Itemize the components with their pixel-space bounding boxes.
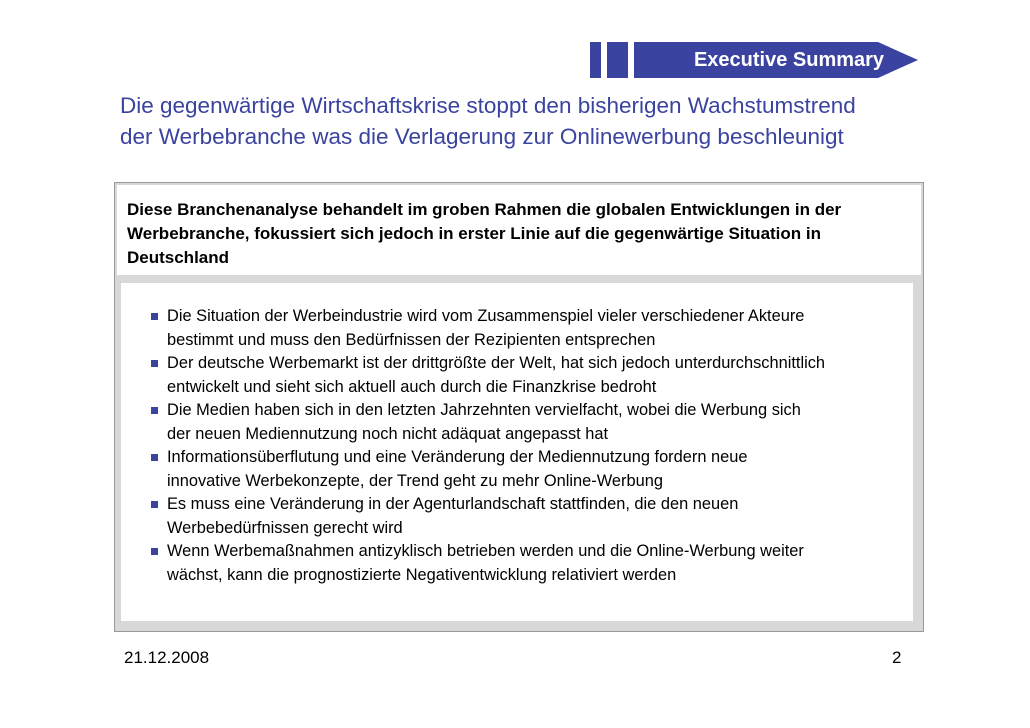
bullet-line: wächst, kann die prognostizierte Negativentwicklung relativiert werden <box>167 565 677 584</box>
bullet-line: innovative Werbekonzepte, der Trend geht zu mehr Online-Werbung <box>167 471 663 490</box>
square-bullet-icon <box>151 407 158 414</box>
bullet-item <box>143 399 913 446</box>
intro-text: Diese Branchenanalyse behandelt im groben Rahmen die globalen Entwicklungen in der Werbebranche, fokussiert sich jedoch in erster Linie auf die gegenwärtige Situation in Deutschland <box>127 200 842 267</box>
bullet-panel <box>121 283 913 621</box>
bullet-line: Wenn Werbemaßnahmen antizyklisch betrieben werden und die Online-Werbung weiter <box>167 542 804 560</box>
square-bullet-icon <box>151 548 158 555</box>
square-bullet-icon <box>151 454 158 461</box>
bullet-line: Informationsüberflutung und eine Veränderung der Mediennutzung fordern neue <box>167 448 748 466</box>
page-number: 2 <box>892 648 902 667</box>
footer-date: 21.12.2008 <box>124 648 210 667</box>
bullet-item <box>143 540 913 587</box>
bullet-line: Werbebedürfnissen gerecht wird <box>167 518 403 537</box>
bullet-list <box>143 305 913 587</box>
intro-band <box>117 185 921 275</box>
title-line-1: Die gegenwärtige Wirtschaftskrise stoppt den bisherigen Wachstumstrend <box>120 93 856 118</box>
bullet-line: Die Situation der Werbeindustrie wird vom Zusammenspiel vieler verschiedener Akteure <box>167 307 805 325</box>
slide-title <box>120 90 1000 152</box>
title-line-2: der Werbebranche was die Verlagerung zur Onlinewerbung beschleunigt <box>120 124 844 149</box>
header-label: Executive Summary <box>693 49 885 71</box>
header-bar-thin <box>590 42 601 78</box>
bullet-line: Es muss eine Veränderung in der Agenturlandschaft stattfinden, die den neuen <box>167 495 739 513</box>
square-bullet-icon <box>151 313 158 320</box>
bullet-line: bestimmt und muss den Bedürfnissen der Rezipienten entsprechen <box>167 330 656 349</box>
bullet-item <box>143 446 913 493</box>
bullet-item <box>143 305 913 352</box>
square-bullet-icon <box>151 360 158 367</box>
bullet-line: der neuen Mediennutzung noch nicht adäquat angepasst hat <box>167 424 609 443</box>
square-bullet-icon <box>151 501 158 508</box>
content-box <box>114 182 924 632</box>
bullet-line: Die Medien haben sich in den letzten Jahrzehnten vervielfacht, wobei die Werbung sich <box>167 401 801 419</box>
header-bar-medium <box>607 42 628 78</box>
bullet-item <box>143 352 913 399</box>
bullet-item <box>143 493 913 540</box>
bullet-line: entwickelt und sieht sich aktuell auch durch die Finanzkrise bedroht <box>167 377 657 396</box>
bullet-line: Der deutsche Werbemarkt ist der drittgrößte der Welt, hat sich jedoch unterdurchschnittlich <box>167 354 826 372</box>
